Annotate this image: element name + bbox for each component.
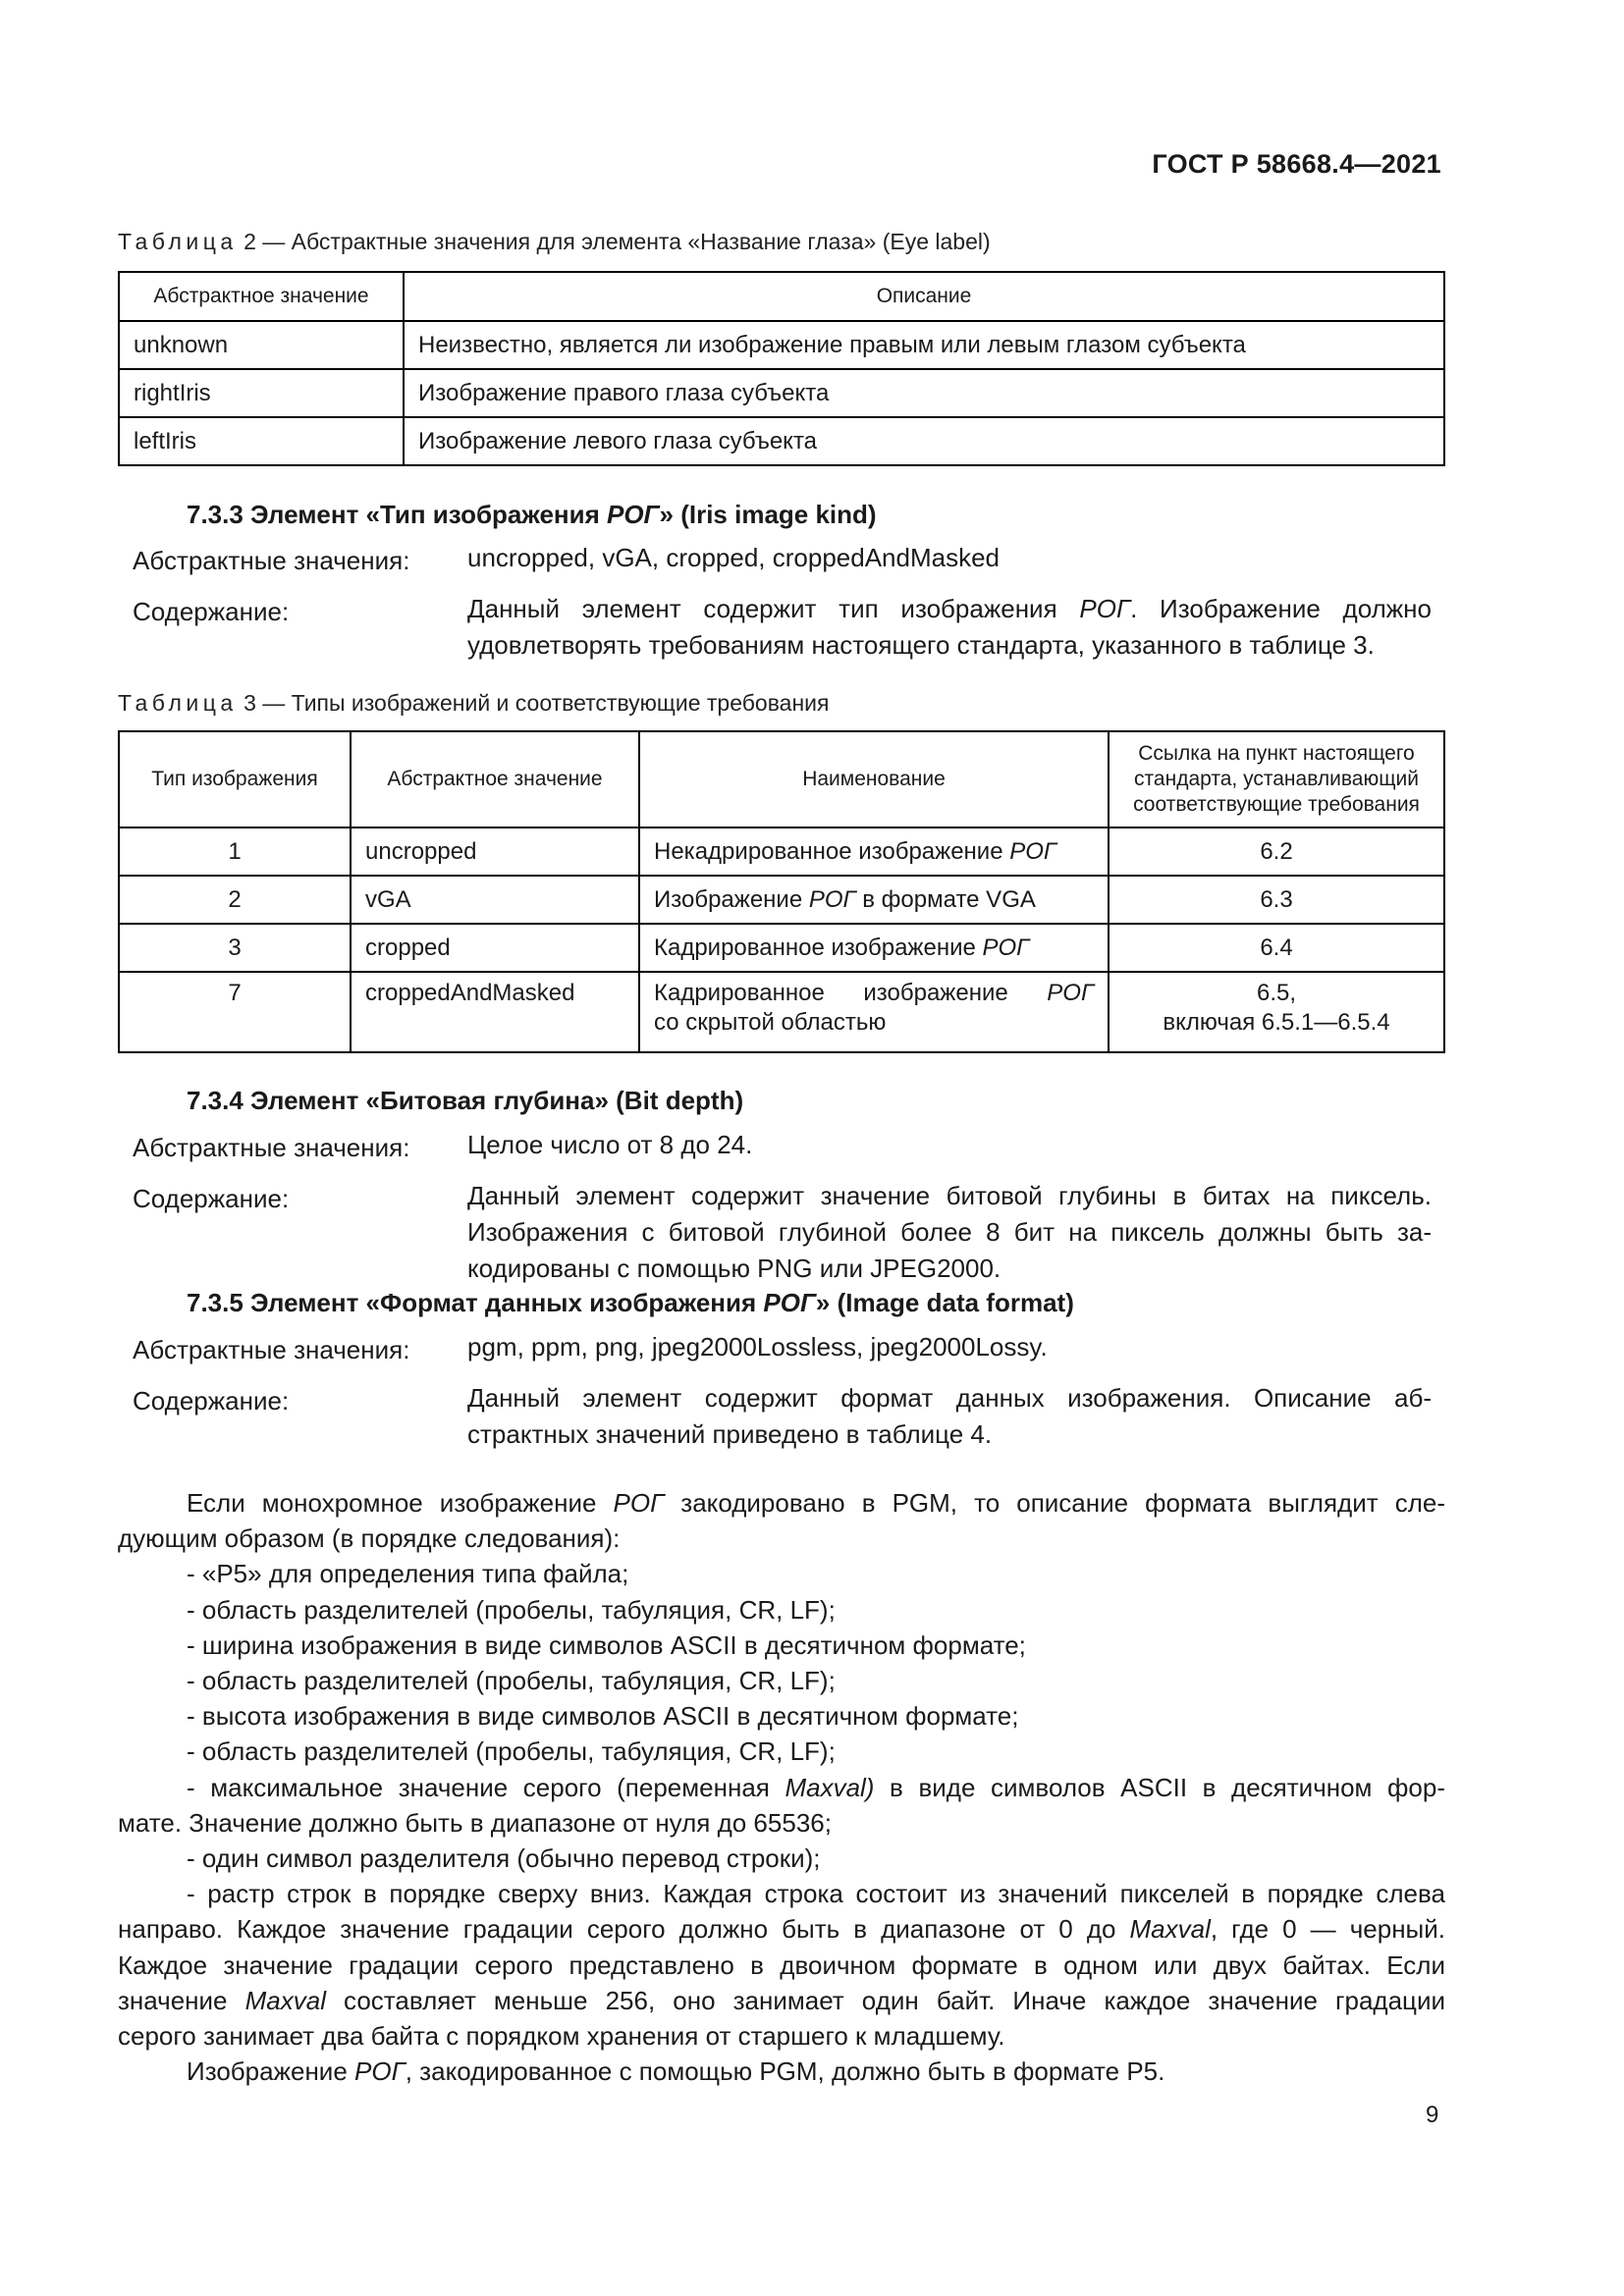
table2-row bbox=[119, 369, 1444, 417]
s733-content-value: Данный элемент содержит тип изображения РОГ. Изображение должно удовлетворять требованиям настоящего стандарта, указанного в таблице 3. bbox=[467, 594, 1432, 660]
list-item: - ширина изображения в виде символов ASCII в десятичном формате; bbox=[187, 1629, 1026, 1660]
table2-row bbox=[119, 321, 1444, 369]
table3-cell: 6.5, включая 6.5.1—6.5.4 bbox=[1109, 972, 1444, 1052]
s734-abstract-value: Целое число от 8 до 24. bbox=[467, 1130, 753, 1159]
table2-header-cell: Абстрактное значение bbox=[119, 272, 404, 321]
paragraph-line: значение Maxval составляет меньше 256, оно занимает один байт. Иначе каждое значение градации bbox=[118, 1985, 1445, 2015]
table3-header-cell: Тип изображения bbox=[119, 731, 351, 828]
section-7-3-3-heading: 7.3.3 Элемент «Тип изображения РОГ» (Iris image kind) bbox=[187, 500, 877, 529]
table3-row bbox=[119, 924, 1444, 972]
table3-cell: 2 bbox=[119, 876, 351, 924]
table3-header-cell: Ссылка на пункт настоящего стандарта, устанавливающий соответствующие требования bbox=[1109, 731, 1444, 828]
table3-cell: Кадрированное изображение РОГ bbox=[639, 924, 1109, 972]
list-item: - растр строк в порядке сверху вниз. Каждая строка состоит из значений пикселей в порядке слева bbox=[187, 1879, 1445, 1909]
table3-cell: 1 bbox=[119, 828, 351, 876]
table3-cell: uncropped bbox=[351, 828, 639, 876]
s735-content-label: Содержание: bbox=[133, 1386, 290, 1415]
s733-abstract-value: uncropped, vGA, cropped, croppedAndMasked bbox=[467, 543, 1001, 572]
table2-caption-text: 2 — Абстрактные значения для элемента «Название глаза» (Eye label) bbox=[244, 229, 991, 254]
table3-cell: 6.4 bbox=[1109, 924, 1444, 972]
s734-content-label: Содержание: bbox=[133, 1184, 290, 1213]
table3-cell: Кадрированное изображение РОГ со скрытой областью bbox=[639, 972, 1109, 1052]
paragraph-line: серого занимает два байта с порядком хранения от старшего к младшему. bbox=[118, 2021, 1005, 2052]
paragraph-line: Если монохромное изображение РОГ закодировано в PGM, то описание формата выглядит сле- bbox=[187, 1488, 1446, 1518]
s735-content-value: Данный элемент содержит формат данных изображения. Описание аб- страктных значений приведено в таблице 4. bbox=[467, 1383, 1432, 1449]
table2-cell: leftIris bbox=[119, 417, 404, 465]
table2-cell: unknown bbox=[119, 321, 404, 369]
list-item: - «P5» для определения типа файла; bbox=[187, 1559, 629, 1589]
s735-abstract-label: Абстрактные значения: bbox=[133, 1335, 410, 1364]
table2-cell: rightIris bbox=[119, 369, 404, 417]
list-item: - область разделителей (пробелы, табуляция, CR, LF); bbox=[187, 1594, 836, 1625]
table2 bbox=[118, 271, 1445, 466]
section-7-3-4-heading: 7.3.4 Элемент «Битовая глубина» (Bit depth) bbox=[187, 1086, 744, 1115]
table3-cell: Некадрированное изображение РОГ bbox=[639, 828, 1109, 876]
s734-content-value: Данный элемент содержит значение битовой глубины в битах на пиксель. Изображения с битовой глубиной более 8 бит на пиксель должны быть за- кодированы с помощью PNG или JPEG2000. bbox=[467, 1181, 1432, 1283]
table3-header-row bbox=[119, 731, 1444, 828]
s735-abstract-value: pgm, ppm, png, jpeg2000Lossless, jpeg2000Lossy. bbox=[467, 1332, 1048, 1362]
s733-abstract-label: Абстрактные значения: bbox=[133, 546, 410, 575]
document-standard-number: ГОСТ Р 58668.4—2021 bbox=[1152, 149, 1441, 179]
paragraph-line: направо. Каждое значение градации серого должно быть в диапазоне от 0 до Maxval, где 0 — черный. bbox=[118, 1914, 1445, 1945]
paragraph-line: Каждое значение градации серого представлено в двоичном формате в одном или двух байтах. Если bbox=[118, 1949, 1445, 1980]
table3-caption bbox=[118, 690, 829, 717]
body-text bbox=[118, 1485, 1445, 2089]
table2-cell: Изображение правого глаза субъекта bbox=[404, 369, 1444, 417]
paragraph-line: дующим образом (в порядке следования): bbox=[118, 1523, 621, 1554]
table3-row bbox=[119, 876, 1444, 924]
table3-cell: 6.3 bbox=[1109, 876, 1444, 924]
table3-cell: croppedAndMasked bbox=[351, 972, 639, 1052]
table2-header-row bbox=[119, 272, 1444, 321]
table3-header-cell: Абстрактное значение bbox=[351, 731, 639, 828]
table3-caption-label: Таблица bbox=[118, 690, 238, 716]
table2-row bbox=[119, 417, 1444, 465]
table2-caption bbox=[118, 229, 991, 255]
table3-header-cell: Наименование bbox=[639, 731, 1109, 828]
list-item: - область разделителей (пробелы, табуляция, CR, LF); bbox=[187, 1736, 836, 1767]
table2-caption-label: Таблица bbox=[118, 229, 238, 254]
list-item: - высота изображения в виде символов ASCII в десятичном формате; bbox=[187, 1701, 1019, 1732]
table3-caption-text: 3 — Типы изображений и соответствующие требования bbox=[244, 690, 830, 716]
section-7-3-5-heading: 7.3.5 Элемент «Формат данных изображения РОГ» (Image data format) bbox=[187, 1288, 1074, 1317]
s734-abstract-label: Абстрактные значения: bbox=[133, 1133, 410, 1162]
table2-header-cell: Описание bbox=[404, 272, 1444, 321]
table2-cell: Неизвестно, является ли изображение правым или левым глазом субъекта bbox=[404, 321, 1444, 369]
table3-cell: vGA bbox=[351, 876, 639, 924]
paragraph-line: мате. Значение должно быть в диапазоне от нуля до 65536; bbox=[118, 1807, 832, 1838]
list-item: - максимальное значение серого (переменная Maxval) в виде символов ASCII в десятичном фор- bbox=[187, 1772, 1445, 1802]
list-item: - область разделителей (пробелы, табуляция, CR, LF); bbox=[187, 1666, 836, 1696]
table3 bbox=[118, 730, 1445, 1053]
table3-cell: Изображение РОГ в формате VGA bbox=[639, 876, 1109, 924]
table3-cell: 6.2 bbox=[1109, 828, 1444, 876]
s733-content-label: Содержание: bbox=[133, 597, 290, 626]
table3-cell: cropped bbox=[351, 924, 639, 972]
page-number: 9 bbox=[1426, 2102, 1439, 2128]
table3-cell: 3 bbox=[119, 924, 351, 972]
paragraph-line: Изображение РОГ, закодированное с помощью PGM, должно быть в формате P5. bbox=[187, 2056, 1165, 2087]
table3-row bbox=[119, 828, 1444, 876]
table2-cell: Изображение левого глаза субъекта bbox=[404, 417, 1444, 465]
table3-cell: 7 bbox=[119, 972, 351, 1052]
table3-row bbox=[119, 972, 1444, 1052]
list-item: - один символ разделителя (обычно перевод строки); bbox=[187, 1843, 821, 1874]
